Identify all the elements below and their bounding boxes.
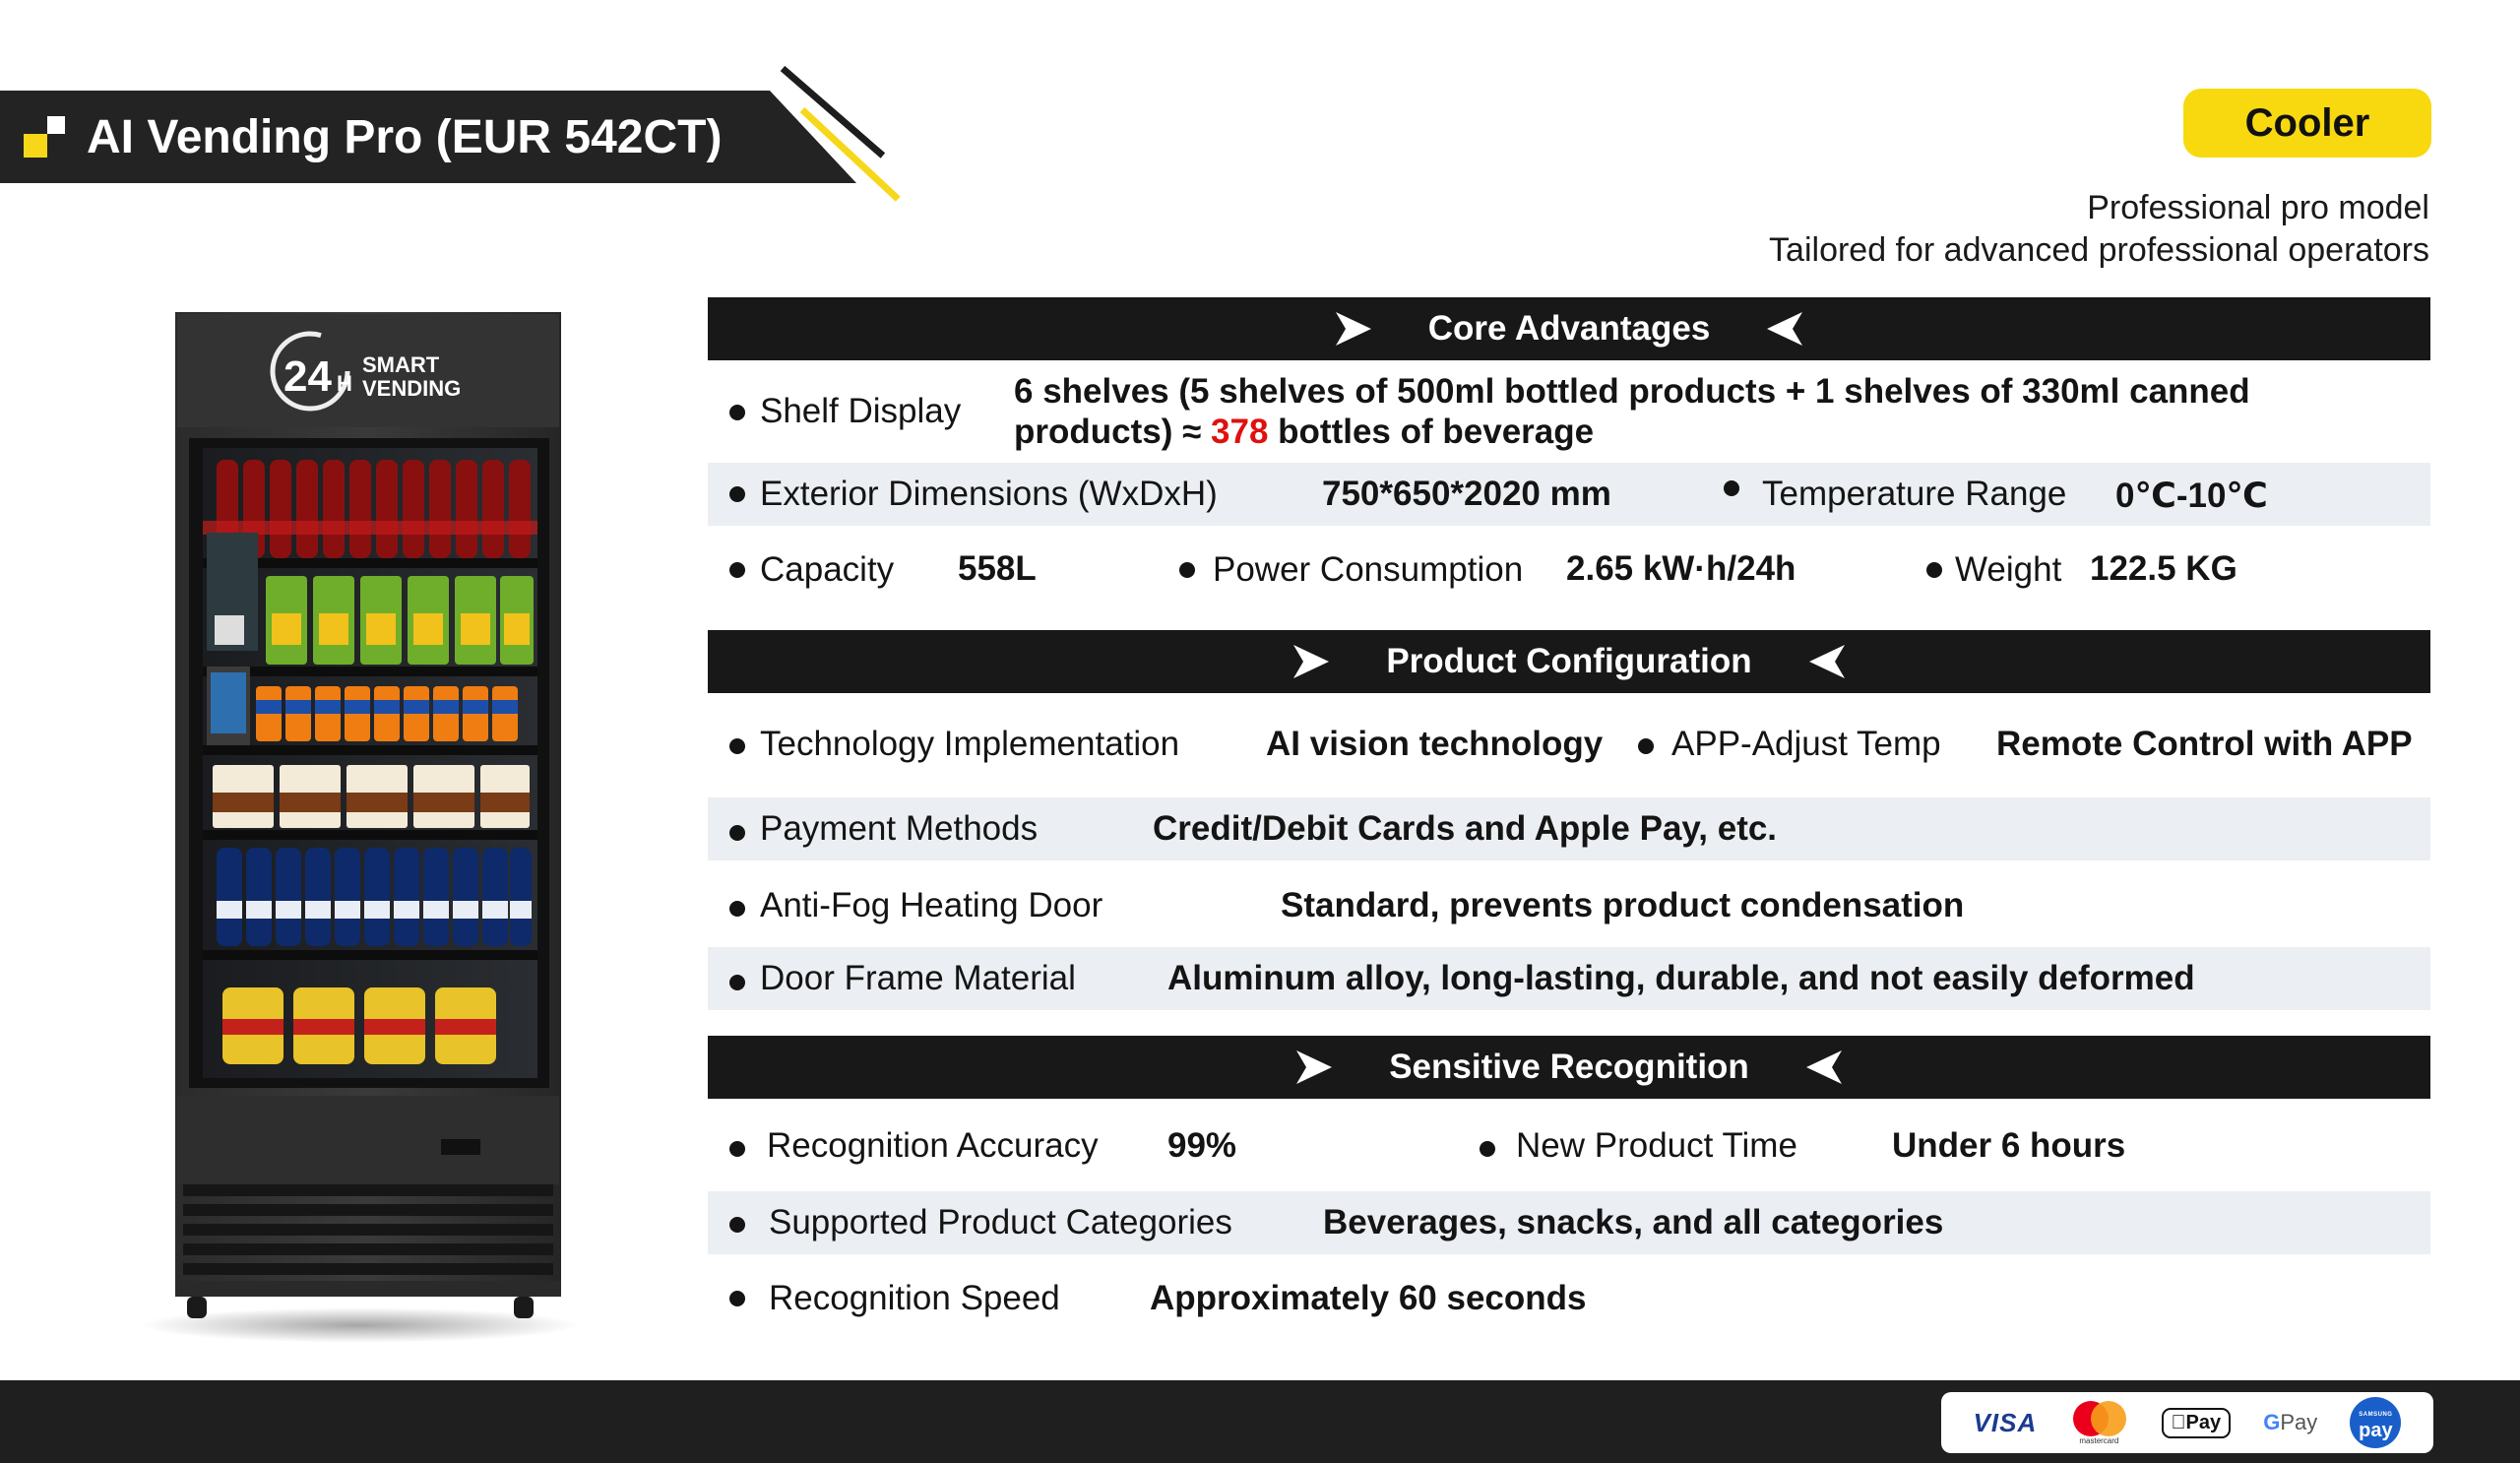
label-supported-product-categories: Supported Product Categories [769, 1203, 1232, 1241]
value-shelf-display-b: bottles of beverage [1268, 413, 1595, 451]
row-shelf-display [708, 360, 2430, 465]
bullet-icon [729, 1141, 745, 1157]
samsung-pay-logo [2350, 1397, 2401, 1448]
value-weight: 122.5 KG [2090, 549, 2237, 588]
label-app-adjust-temp: APP-Adjust Temp [1671, 725, 1941, 763]
arrow-left-icon [1765, 310, 1804, 348]
google-pay-text: Pay [2275, 1410, 2313, 1434]
value-recognition-speed: Approximately 60 seconds [1150, 1279, 1587, 1317]
page-title: AI Vending Pro (EUR 542CT) [87, 111, 723, 163]
row-supported-categories [708, 1191, 2430, 1254]
label-payment-methods: Payment Methods [760, 809, 1039, 848]
value-new-product-time: Under 6 hours [1892, 1126, 2126, 1165]
label-new-product-time: New Product Time [1516, 1126, 1797, 1165]
label-recognition-accuracy: Recognition Accuracy [767, 1126, 1099, 1165]
bullet-icon [729, 825, 745, 841]
bullet-icon [729, 562, 745, 578]
arrow-right-icon [1334, 310, 1373, 348]
bullet-icon [729, 901, 745, 917]
value-anti-fog-heating-door: Standard, prevents product condensation [1281, 886, 1965, 924]
value-app-adjust-temp: Remote Control with APP [1996, 725, 2413, 763]
section-title-core-advantages: Core Advantages [1427, 309, 1711, 348]
bullet-icon [729, 975, 745, 990]
arrow-right-icon [1294, 1049, 1334, 1086]
machine-logo-h: H [337, 371, 352, 396]
row-payment-methods [708, 797, 2430, 860]
label-exterior-dimensions: Exterior Dimensions (WxDxH) [760, 475, 1218, 513]
row-door-frame-material [708, 947, 2430, 1010]
visa-logo: VISA [1973, 1407, 2038, 1437]
label-weight: Weight [1955, 550, 2062, 589]
value-shelf-display [1014, 371, 2284, 452]
row-dimensions-temperature [708, 463, 2430, 526]
row-anti-fog-door [708, 873, 2430, 936]
section-header-core-advantages [708, 297, 2430, 360]
row-capacity-power-weight [708, 538, 2430, 601]
machine-logo-line1: SMART [362, 352, 440, 377]
row-technology-app [708, 711, 2430, 774]
bullet-icon [1926, 562, 1942, 578]
label-temperature-range: Temperature Range [1762, 475, 2067, 513]
bullet-icon [1179, 562, 1195, 578]
label-door-frame-material: Door Frame Material [760, 959, 1076, 997]
value-exterior-dimensions: 750*650*2020 mm [1322, 475, 1611, 513]
section-title-sensitive-recognition: Sensitive Recognition [1389, 1048, 1749, 1086]
bullet-icon [1724, 480, 1739, 496]
arrow-right-icon [1292, 643, 1331, 680]
arrow-left-icon [1807, 643, 1847, 680]
value-shelf-bottle-count: 378 [1211, 413, 1269, 451]
bullet-icon [729, 738, 745, 754]
label-anti-fog-heating-door: Anti-Fog Heating Door [760, 886, 1103, 924]
value-temperature-range: 0℃-10℃ [2115, 477, 2268, 515]
value-power-consumption: 2.65 kW·h/24h [1566, 549, 1796, 588]
bullet-icon [1638, 738, 1654, 754]
title-logo-icon [24, 116, 65, 158]
value-shelf-display-a: 6 shelves (5 shelves of 500ml bottled products + 1 shelves of 330ml canned products) ≈ [1014, 372, 2250, 451]
bullet-icon [1480, 1141, 1495, 1157]
section-title-product-configuration: Product Configuration [1386, 642, 1752, 680]
google-pay-g: G [2258, 1410, 2276, 1434]
section-header-sensitive-recognition [708, 1036, 2430, 1099]
row-accuracy-new-product [708, 1114, 2430, 1177]
bullet-icon [729, 405, 745, 420]
value-technology-implementation: AI vision technology [1266, 725, 1604, 763]
mastercard-text: mastercard [2079, 1436, 2119, 1445]
tagline [1769, 187, 2429, 272]
apple-pay-logo: Pay [2162, 1408, 2232, 1438]
samsung-pay-top: SAMSUNG [2357, 1412, 2391, 1418]
bullet-icon [729, 1291, 745, 1306]
tagline-line-2: Tailored for advanced professional operators [1769, 231, 2429, 269]
value-recognition-accuracy: 99% [1167, 1126, 1237, 1165]
vending-machine-image [108, 300, 591, 1334]
label-technology-implementation: Technology Implementation [760, 725, 1180, 763]
samsung-pay-text: pay [2357, 1420, 2392, 1441]
label-capacity: Capacity [760, 550, 895, 589]
arrow-left-icon [1804, 1049, 1844, 1086]
mastercard-logo [2069, 1401, 2128, 1444]
tagline-line-1: Professional pro model [2087, 189, 2429, 226]
label-shelf-display: Shelf Display [760, 392, 962, 430]
payment-logos [1941, 1392, 2433, 1453]
row-recognition-speed [708, 1270, 2430, 1333]
value-door-frame-material: Aluminum alloy, long-lasting, durable, and not easily deformed [1167, 959, 2195, 997]
label-power-consumption: Power Consumption [1213, 550, 1524, 589]
google-pay-logo [2258, 1401, 2317, 1444]
section-header-product-configuration [708, 630, 2430, 693]
label-recognition-speed: Recognition Speed [769, 1279, 1060, 1317]
machine-logo-24: 24 [284, 352, 332, 401]
machine-logo-line2: VENDING [362, 376, 462, 401]
value-capacity: 558L [958, 549, 1037, 588]
bullet-icon [729, 486, 745, 502]
bullet-icon [729, 1217, 745, 1233]
value-payment-methods: Credit/Debit Cards and Apple Pay, etc. [1153, 809, 1778, 848]
value-supported-product-categories: Beverages, snacks, and all categories [1323, 1203, 1944, 1241]
category-badge: Cooler [2183, 89, 2431, 158]
